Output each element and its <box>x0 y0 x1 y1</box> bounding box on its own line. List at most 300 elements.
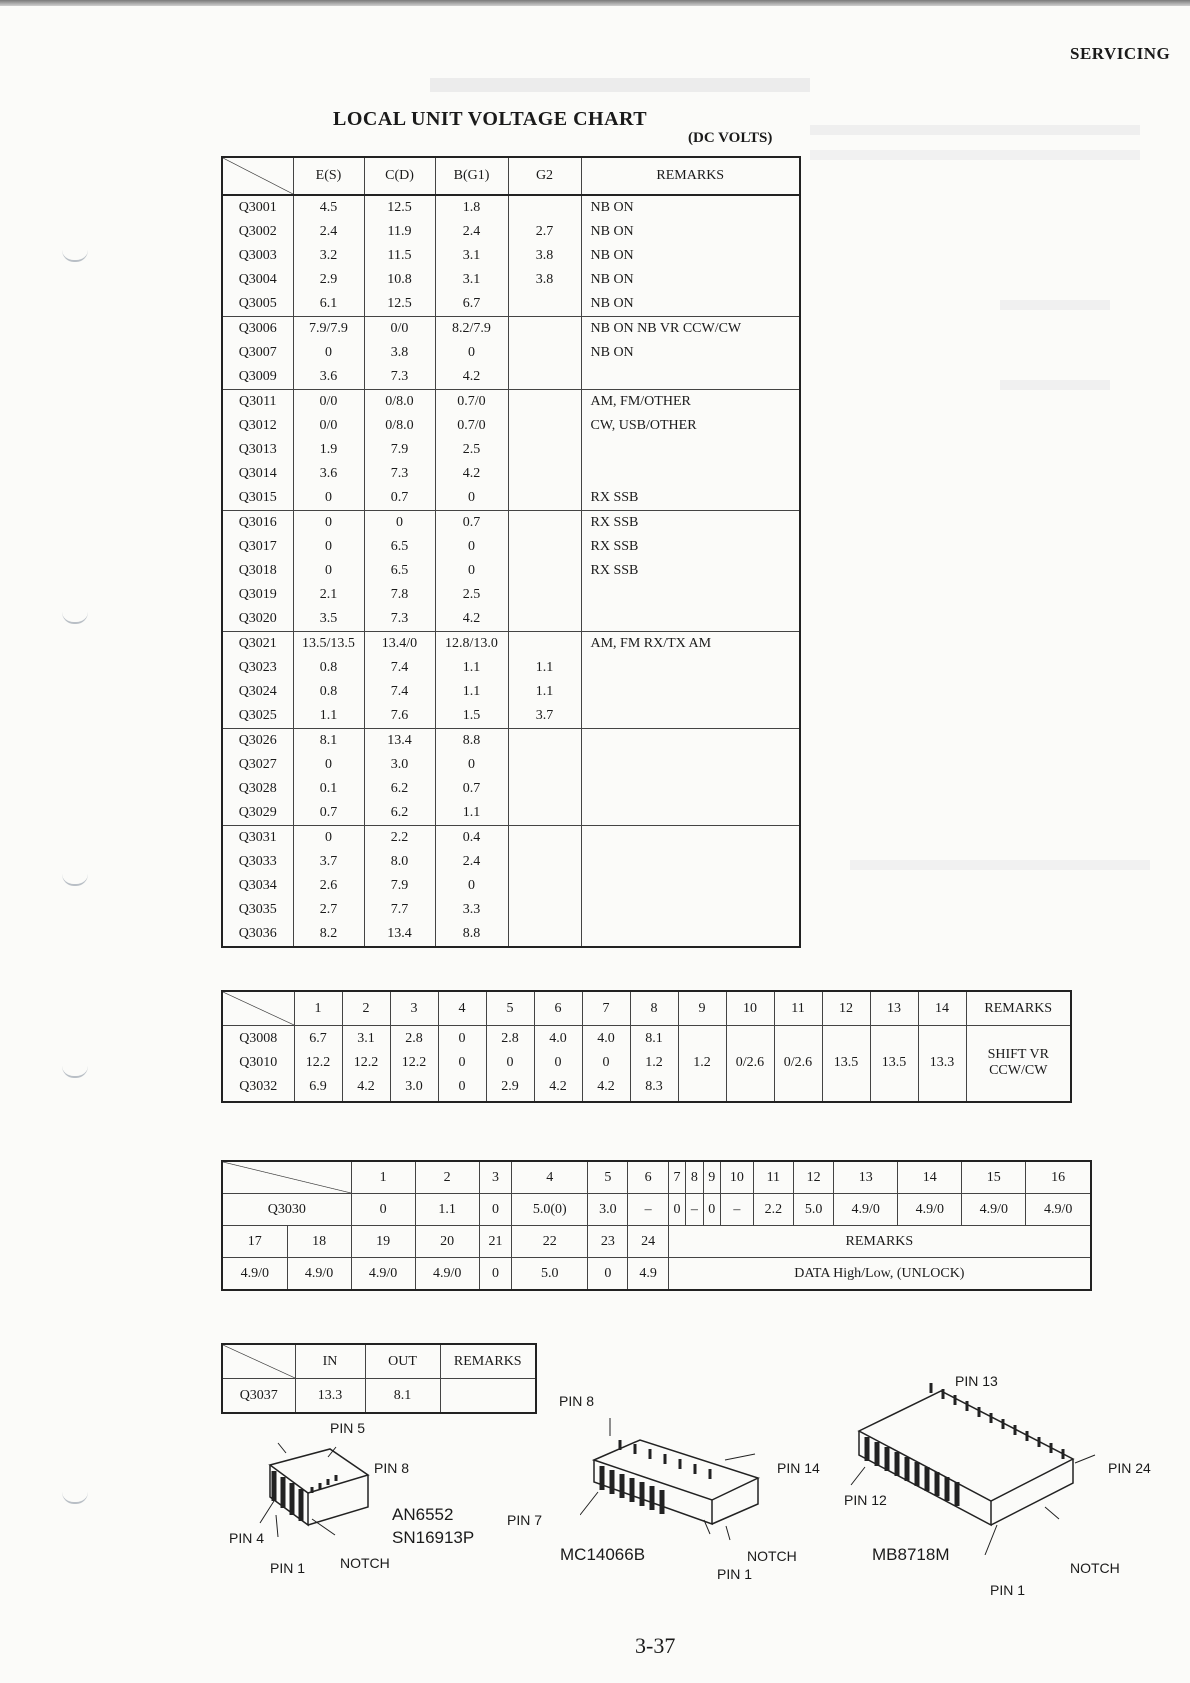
remarks-cell: RX SSB <box>590 563 639 578</box>
table-row <box>222 195 800 220</box>
pin-voltage: 4.9/0 <box>834 1194 898 1226</box>
pin-voltage: 3.0 <box>405 1079 423 1095</box>
pin-label: PIN 1 <box>717 1566 753 1582</box>
pin-voltage-cell <box>678 1026 726 1102</box>
transistor-id: Q3034 <box>222 874 293 898</box>
pin-voltage: 4.2 <box>357 1079 375 1095</box>
pin-header: 11 <box>753 1161 793 1194</box>
pin-label: PIN 24 <box>1108 1460 1151 1476</box>
pin-voltage: 0 <box>458 1055 466 1071</box>
g2-voltage <box>508 414 581 438</box>
table-row <box>222 874 800 898</box>
b-voltage: 4.2 <box>435 607 508 632</box>
remarks-cell: AM, FM/OTHER <box>581 390 800 415</box>
transistor-id: Q3015 <box>222 486 293 511</box>
pin-voltage: 0/2.6 <box>735 1055 765 1071</box>
table-row <box>222 680 800 704</box>
c-voltage: 6.5 <box>364 559 435 583</box>
c-voltage: 3.8 <box>364 341 435 365</box>
pin-voltage: 4.9 <box>628 1258 668 1291</box>
table-row <box>222 414 800 438</box>
table-row <box>222 438 800 462</box>
pin-label: PIN 14 <box>777 1460 820 1476</box>
g2-voltage <box>508 438 581 462</box>
c-voltage: 2.2 <box>364 826 435 851</box>
remarks-cell <box>581 365 800 390</box>
table-row <box>222 268 800 292</box>
remarks-cell <box>581 826 800 851</box>
out-voltage: 8.1 <box>365 1379 440 1414</box>
g2-voltage <box>508 777 581 801</box>
g2-voltage <box>508 850 581 874</box>
g2-voltage <box>508 511 581 536</box>
corner-cell <box>222 1344 295 1379</box>
remarks-cell: NB ON <box>590 200 634 215</box>
transistor-id: Q3011 <box>222 390 293 415</box>
transistor-id: Q3020 <box>222 607 293 632</box>
c-voltage: 13.4/0 <box>364 632 435 657</box>
transistor-id: Q3019 <box>222 583 293 607</box>
pin-header: 20 <box>415 1226 479 1258</box>
c-voltage: 3.0 <box>364 753 435 777</box>
column-header: G2 <box>508 157 581 195</box>
e-voltage: 4.5 <box>293 195 364 220</box>
pin-label: PIN 5 <box>330 1420 366 1436</box>
b-voltage: 0 <box>435 753 508 777</box>
e-voltage: 1.9 <box>293 438 364 462</box>
c-voltage: 8.0 <box>364 850 435 874</box>
remarks-cell <box>581 680 800 704</box>
e-voltage: 0 <box>293 826 364 851</box>
pin-voltage: 4.9/0 <box>962 1194 1026 1226</box>
pin-header: 14 <box>898 1161 962 1194</box>
g2-voltage <box>508 292 581 317</box>
table-row <box>222 365 800 390</box>
pin-voltage: – <box>628 1194 668 1226</box>
b-voltage: 2.4 <box>435 850 508 874</box>
remarks-cell <box>581 729 800 754</box>
c-voltage: 7.3 <box>364 607 435 632</box>
transistor-id: Q3024 <box>222 680 293 704</box>
remarks-cell <box>440 1379 536 1414</box>
remarks-cell: AM, FM RX/TX AM <box>581 632 800 657</box>
e-voltage: 0.8 <box>293 656 364 680</box>
transistor-id: Q3026 <box>222 729 293 754</box>
pin-label: PIN 13 <box>955 1373 998 1389</box>
transistor-id: Q3010 <box>239 1055 278 1071</box>
remarks-cell: NB ON <box>590 345 634 360</box>
pin-voltage: 0 <box>602 1055 610 1071</box>
table-row <box>222 704 800 729</box>
pin-voltage: 0 <box>668 1194 685 1226</box>
transistor-id: Q3025 <box>222 704 293 729</box>
regulator-table <box>221 1343 537 1414</box>
part-number: AN6552 <box>392 1505 454 1524</box>
g2-voltage: 1.1 <box>508 680 581 704</box>
remarks-cell <box>581 777 800 801</box>
transistor-id: Q3016 <box>222 511 293 536</box>
corner-cell <box>222 991 294 1026</box>
pin-voltage: 4.2 <box>597 1079 615 1095</box>
table-row <box>222 656 800 680</box>
g2-voltage <box>508 559 581 583</box>
g2-voltage <box>508 607 581 632</box>
transistor-id: Q3027 <box>222 753 293 777</box>
pin-header: 7 <box>668 1161 685 1194</box>
part-number: MC14066B <box>560 1545 646 1564</box>
b-voltage: 0 <box>435 559 508 583</box>
g2-voltage <box>508 583 581 607</box>
pin-voltage-cell <box>870 1026 918 1102</box>
transistor-id: Q3031 <box>222 826 293 851</box>
b-voltage: 0 <box>435 341 508 365</box>
transistor-id: Q3018 <box>222 559 293 583</box>
page-top-edge <box>0 0 1190 6</box>
pin-header: 12 <box>793 1161 833 1194</box>
pin-voltage: 8.1 <box>645 1031 663 1047</box>
remarks-cell <box>581 656 800 680</box>
pin-voltage: 0 <box>506 1055 514 1071</box>
pin-label: PIN 4 <box>229 1530 265 1546</box>
e-voltage: 0 <box>293 535 364 559</box>
table-row <box>222 583 800 607</box>
table-row <box>222 220 800 244</box>
binder-hole-mark <box>62 612 88 624</box>
pin-voltage-cell <box>726 1026 774 1102</box>
transistor-id: Q3004 <box>222 268 293 292</box>
pin-label: PIN 1 <box>990 1582 1026 1598</box>
e-voltage: 0/0 <box>293 390 364 415</box>
pin-header: 3 <box>390 991 438 1026</box>
table-row <box>222 535 800 559</box>
c-voltage: 0/8.0 <box>364 414 435 438</box>
b-voltage: 1.5 <box>435 704 508 729</box>
g2-voltage: 3.8 <box>508 268 581 292</box>
remarks-cell <box>581 438 800 462</box>
pin-label: PIN 1 <box>270 1560 306 1576</box>
pin-header: 3 <box>479 1161 512 1194</box>
column-header: IN <box>295 1344 365 1379</box>
b-voltage: 0.7/0 <box>435 390 508 415</box>
pin-voltage-cell <box>294 1026 342 1102</box>
c-voltage: 0/0 <box>364 317 435 342</box>
e-voltage: 0/0 <box>293 414 364 438</box>
pin-header: 8 <box>630 991 678 1026</box>
b-voltage: 1.1 <box>435 801 508 826</box>
pin-voltage-cell <box>342 1026 390 1102</box>
pin-voltage: 0 <box>554 1055 562 1071</box>
pin-header: 21 <box>479 1226 512 1258</box>
transistor-id: Q3032 <box>239 1079 278 1095</box>
b-voltage: 1.1 <box>435 680 508 704</box>
remarks-cell: NB ON <box>590 296 634 311</box>
pin-voltage: 12.2 <box>353 1055 379 1071</box>
pin-header: 17 <box>222 1226 287 1258</box>
pin-voltage: 0 <box>479 1194 512 1226</box>
remarks-cell <box>581 874 800 898</box>
pin-header: 4 <box>438 991 486 1026</box>
remarks-cell: NB ON <box>590 272 634 287</box>
table-row <box>222 511 800 536</box>
b-voltage: 2.4 <box>435 220 508 244</box>
c-voltage: 7.3 <box>364 365 435 390</box>
e-voltage: 0 <box>293 559 364 583</box>
b-voltage: 2.5 <box>435 438 508 462</box>
e-voltage: 8.2 <box>293 922 364 947</box>
e-voltage: 3.2 <box>293 244 364 268</box>
c-voltage: 6.2 <box>364 801 435 826</box>
pin-voltage: 4.9/0 <box>898 1194 962 1226</box>
transistor-id: Q3021 <box>222 632 293 657</box>
pin-voltage: 4.0 <box>597 1031 615 1047</box>
remarks-cell <box>581 753 800 777</box>
pin-voltage: 0 <box>703 1194 720 1226</box>
pin-voltage: 4.9/0 <box>1026 1194 1091 1226</box>
pin-voltage: – <box>721 1194 754 1226</box>
b-voltage: 3.3 <box>435 898 508 922</box>
e-voltage: 6.1 <box>293 292 364 317</box>
pin-voltage-cell <box>774 1026 822 1102</box>
b-voltage: 0 <box>435 535 508 559</box>
b-voltage: 0 <box>435 874 508 898</box>
pin-voltage-cell <box>582 1026 630 1102</box>
pin-voltage: 0 <box>458 1079 466 1095</box>
q3030-pin-voltage-table <box>221 1160 1092 1291</box>
pin-voltage: 4.9/0 <box>415 1258 479 1291</box>
g2-voltage: 3.7 <box>508 704 581 729</box>
c-voltage: 13.4 <box>364 729 435 754</box>
pin-header: 9 <box>678 991 726 1026</box>
pin-header: 11 <box>774 991 822 1026</box>
c-voltage: 12.5 <box>364 195 435 220</box>
remarks-cell <box>581 607 800 632</box>
c-voltage: 6.2 <box>364 777 435 801</box>
transistor-id: Q3005 <box>222 292 293 317</box>
transistor-id: Q3012 <box>222 414 293 438</box>
pin-header: 19 <box>351 1226 415 1258</box>
remarks-cell: NB ON NB VR CCW/CW <box>581 317 800 342</box>
pin-header: 2 <box>415 1161 479 1194</box>
transistor-id: Q3029 <box>222 801 293 826</box>
e-voltage: 3.7 <box>293 850 364 874</box>
pin-voltage: 13.5 <box>881 1055 907 1071</box>
g2-voltage <box>508 365 581 390</box>
table-row <box>222 632 800 657</box>
remarks-cell: RX SSB <box>590 490 639 505</box>
mb8718m-ic-drawing <box>845 1375 1115 1555</box>
c-voltage: 11.9 <box>364 220 435 244</box>
pin-voltage: 5.0 <box>793 1194 833 1226</box>
g2-voltage <box>508 874 581 898</box>
table-row <box>222 559 800 583</box>
remarks-cell <box>581 922 800 947</box>
pin-header: 22 <box>512 1226 588 1258</box>
table-row <box>222 317 800 342</box>
g2-voltage <box>508 753 581 777</box>
pin-header: 4 <box>512 1161 588 1194</box>
pin-voltage: 4.9/0 <box>351 1258 415 1291</box>
pin-voltage: 2.2 <box>753 1194 793 1226</box>
notch-label: NOTCH <box>1070 1560 1120 1576</box>
pin-voltage: 0/2.6 <box>783 1055 813 1071</box>
voltage-chart-body <box>222 195 800 947</box>
e-voltage: 3.6 <box>293 462 364 486</box>
e-voltage: 2.6 <box>293 874 364 898</box>
pin-voltage: 3.1 <box>357 1031 375 1047</box>
table-row <box>222 753 800 777</box>
pin-header: 18 <box>287 1226 351 1258</box>
pin-header: 5 <box>486 991 534 1026</box>
ic-pin-voltage-table <box>221 990 1072 1103</box>
pin-voltage: – <box>686 1194 703 1226</box>
g2-voltage <box>508 729 581 754</box>
g2-voltage <box>508 462 581 486</box>
part-number: MB8718M <box>872 1545 950 1564</box>
pin-voltage: 1.2 <box>645 1055 663 1071</box>
remarks-cell <box>581 850 800 874</box>
remarks-cell: NB ON <box>590 224 634 239</box>
pin-voltage: 4.2 <box>549 1079 567 1095</box>
table-row <box>222 801 800 826</box>
pin-voltage: 1.1 <box>415 1194 479 1226</box>
g2-voltage <box>508 632 581 657</box>
pin-voltage: 5.0 <box>512 1258 588 1291</box>
column-header: C(D) <box>364 157 435 195</box>
remarks-cell: RX SSB <box>581 511 800 536</box>
pin-header: 10 <box>721 1161 754 1194</box>
pin-label: PIN 8 <box>559 1393 595 1409</box>
notch-label: NOTCH <box>747 1548 797 1564</box>
table-row <box>222 729 800 754</box>
pin-voltage: 13.5 <box>833 1055 859 1071</box>
e-voltage: 0 <box>293 511 364 536</box>
e-voltage: 8.1 <box>293 729 364 754</box>
pin-voltage-cell <box>534 1026 582 1102</box>
units-label: (DC VOLTS) <box>688 130 773 146</box>
row-id: Q3030 <box>222 1194 351 1226</box>
pin-header: 6 <box>534 991 582 1026</box>
b-voltage: 4.2 <box>435 365 508 390</box>
pin-voltage: 0 <box>458 1031 466 1047</box>
table-row <box>222 462 800 486</box>
e-voltage: 2.4 <box>293 220 364 244</box>
transistor-id: Q3008 <box>239 1031 278 1047</box>
e-voltage: 0 <box>293 486 364 511</box>
pin-voltage-cell <box>630 1026 678 1102</box>
pin-header: 1 <box>351 1161 415 1194</box>
pin-voltage-cell <box>918 1026 966 1102</box>
column-header: B(G1) <box>435 157 508 195</box>
pin-label: PIN 12 <box>844 1492 887 1508</box>
table-row <box>222 341 800 365</box>
transistor-id: Q3036 <box>222 922 293 947</box>
g2-voltage <box>508 535 581 559</box>
pin-header: 1 <box>294 991 342 1026</box>
c-voltage: 7.9 <box>364 874 435 898</box>
b-voltage: 1.1 <box>435 656 508 680</box>
remarks-cell <box>581 704 800 729</box>
pin-voltage: 2.9 <box>501 1079 519 1095</box>
transistor-id: Q3009 <box>222 365 293 390</box>
pin-header: 23 <box>588 1226 628 1258</box>
b-voltage: 0.7 <box>435 511 508 536</box>
b-voltage: 8.8 <box>435 922 508 947</box>
column-header: REMARKS <box>440 1344 536 1379</box>
e-voltage: 0 <box>293 753 364 777</box>
pin-voltage: 13.3 <box>929 1055 955 1071</box>
b-voltage: 3.1 <box>435 244 508 268</box>
remarks-cell <box>581 898 800 922</box>
c-voltage: 13.4 <box>364 922 435 947</box>
pin-header: 13 <box>870 991 918 1026</box>
transistor-id: Q3013 <box>222 438 293 462</box>
g2-voltage <box>508 341 581 365</box>
pin-header: 9 <box>703 1161 720 1194</box>
notch-label: NOTCH <box>340 1555 390 1571</box>
e-voltage: 2.9 <box>293 268 364 292</box>
row-id: Q3037 <box>222 1379 295 1414</box>
c-voltage: 7.8 <box>364 583 435 607</box>
table-row <box>222 777 800 801</box>
b-voltage: 3.1 <box>435 268 508 292</box>
binder-hole-mark <box>62 250 88 262</box>
pin-voltage: 4.0 <box>549 1031 567 1047</box>
column-header: REMARKS <box>581 157 800 195</box>
e-voltage: 2.7 <box>293 898 364 922</box>
pin-header: 7 <box>582 991 630 1026</box>
table-row <box>222 898 800 922</box>
g2-voltage <box>508 898 581 922</box>
table-row <box>222 607 800 632</box>
transistor-id: Q3003 <box>222 244 293 268</box>
b-voltage: 0 <box>435 486 508 511</box>
transistor-id: Q3033 <box>222 850 293 874</box>
pin-label: PIN 7 <box>507 1512 543 1528</box>
b-voltage: 8.8 <box>435 729 508 754</box>
e-voltage: 2.1 <box>293 583 364 607</box>
b-voltage: 2.5 <box>435 583 508 607</box>
remarks-cell <box>581 583 800 607</box>
table-row <box>222 244 800 268</box>
table-row <box>222 850 800 874</box>
g2-voltage <box>508 801 581 826</box>
transistor-id: Q3007 <box>222 341 293 365</box>
corner-cell <box>222 157 293 195</box>
pin-voltage: 2.8 <box>501 1031 519 1047</box>
b-voltage: 0.7 <box>435 777 508 801</box>
transistor-id: Q3017 <box>222 535 293 559</box>
pin-voltage: 3.0 <box>588 1194 628 1226</box>
c-voltage: 0/8.0 <box>364 390 435 415</box>
c-voltage: 7.9 <box>364 438 435 462</box>
c-voltage: 7.6 <box>364 704 435 729</box>
transistor-id: Q3035 <box>222 898 293 922</box>
column-header: OUT <box>365 1344 440 1379</box>
g2-voltage <box>508 486 581 511</box>
page-title: LOCAL UNIT VOLTAGE CHART <box>333 108 648 130</box>
b-voltage: 1.8 <box>435 195 508 220</box>
g2-voltage <box>508 922 581 947</box>
remarks-cell: RX SSB <box>590 539 639 554</box>
remarks-cell: NB ON <box>590 248 634 263</box>
pin-voltage: 8.3 <box>645 1079 663 1095</box>
column-header: REMARKS <box>668 1226 1091 1258</box>
e-voltage: 3.5 <box>293 607 364 632</box>
transistor-id: Q3006 <box>222 317 293 342</box>
pin-voltage-cell <box>438 1026 486 1102</box>
pin-header: 15 <box>962 1161 1026 1194</box>
remarks-cell <box>581 462 800 486</box>
